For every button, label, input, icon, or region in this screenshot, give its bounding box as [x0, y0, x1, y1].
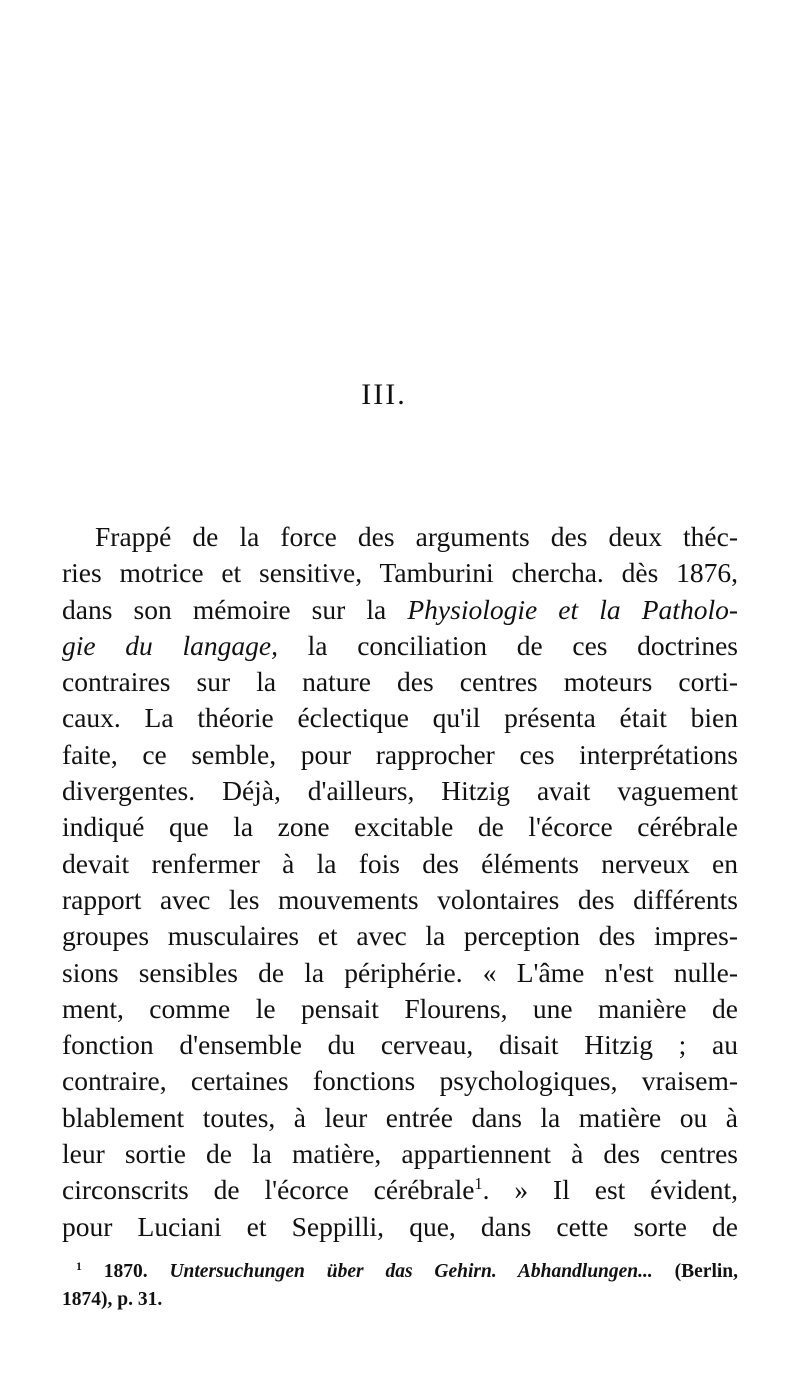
text-segment: dans son mémoire sur la — [62, 593, 408, 625]
text-segment: circonscrits de l'écorce cérébrale — [62, 1174, 475, 1206]
text-line: groupes musculaires et avec la perception des impres- — [62, 920, 738, 952]
footnote-year: 1870. — [103, 1261, 148, 1282]
footnote — [62, 1258, 738, 1314]
footnote-title: Untersuchungen über das Gehirn. Abhandlungen... — [169, 1261, 653, 1282]
text-line — [62, 628, 738, 664]
text-line: ries motrice et sensitive, Tamburini chercha. dès 1876, — [62, 557, 738, 589]
text-line: rapport avec les mouvements volontaires des différents — [62, 883, 738, 915]
text-line: fonction d'ensemble du cerveau, disait Hitzig ; au — [62, 1029, 738, 1061]
body-paragraph — [62, 519, 738, 1245]
text-line: Frappé de la force des arguments des deux théc- — [95, 521, 738, 552]
footnote-line — [62, 1258, 738, 1286]
text-line: sions sensibles de la périphérie. « L'âme n'est nulle- — [62, 956, 738, 988]
text-line: faite, ce semble, pour rapprocher ces interprétations — [62, 738, 738, 770]
text-segment: la conciliation de ces doctrines — [277, 629, 738, 661]
book-title-italic: Physiologie et la Patholo- — [407, 593, 738, 625]
footnote-marker: 1 — [76, 1259, 82, 1273]
text-line: ment, comme le pensait Flourens, une manière de — [62, 992, 738, 1024]
text-line — [62, 592, 738, 628]
footnote-place: (Berlin, — [674, 1261, 739, 1282]
footnote-reference: 1 — [474, 1174, 483, 1194]
text-segment: . » Il est évident, — [482, 1174, 738, 1206]
book-title-italic: gie du langage, — [62, 629, 278, 661]
text-line — [62, 1172, 738, 1208]
footnote-line: 1874), p. 31. — [62, 1289, 163, 1310]
text-line: leur sortie de la matière, appartiennent à des centres — [62, 1138, 738, 1170]
text-line: divergentes. Déjà, d'ailleurs, Hitzig avait vaguement — [62, 775, 738, 807]
text-line: contraires sur la nature des centres moteurs corti- — [62, 666, 738, 698]
text-line: indiqué que la zone excitable de l'écorce cérébrale — [62, 811, 738, 843]
text-line: pour Luciani et Seppilli, que, dans cette sorte de — [62, 1210, 738, 1242]
text-line: blablement toutes, à leur entrée dans la matière ou à — [62, 1101, 738, 1133]
text-line: caux. La théorie éclectique qu'il présenta était bien — [62, 702, 738, 734]
section-heading: III. — [361, 378, 407, 411]
text-line: contraire, certaines fonctions psychologiques, vraisem- — [62, 1065, 738, 1097]
text-line: devait renfermer à la fois des éléments nerveux en — [62, 847, 738, 879]
